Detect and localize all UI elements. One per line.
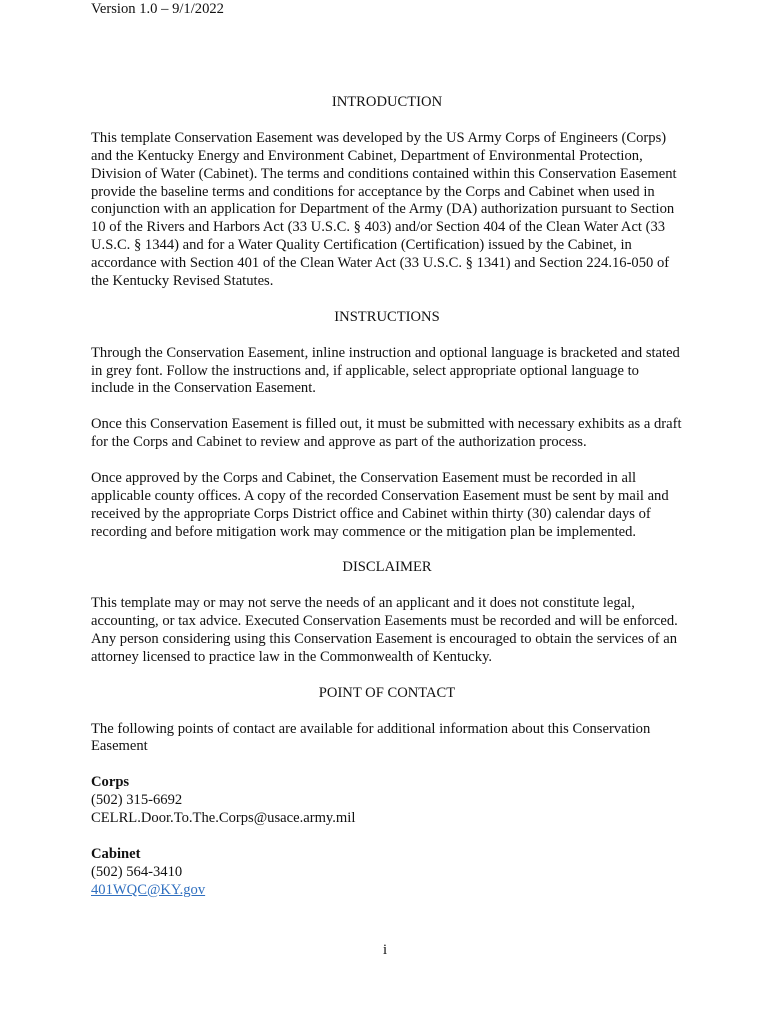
disclaimer-paragraph: This template may or may not serve the needs of an applicant and it does not constitute legal, accounting, or tax advice. Executed Conservation Easements must be recorded and will be enforced. Any person considering using this Conservation Easement is encouraged to obtain the services of an attorney licensed to practice law in the Commonwealth of Kentucky. xyxy=(91,595,678,665)
corps-phone: (502) 315-6692 xyxy=(91,792,183,809)
corps-email: CELRL.Door.To.The.Corps@usace.army.mil xyxy=(91,810,356,827)
cabinet-email-link[interactable]: 401WQC@KY.gov xyxy=(91,881,206,898)
contact-intro: The following points of contact are available for additional information about this Conservation Easement xyxy=(91,720,651,755)
page-number: i xyxy=(382,942,388,958)
instructions-paragraph-1: Through the Conservation Easement, inline instruction and optional language is bracketed and stated in grey font. Follow the instructions and, if applicable, select appropriate optional language to include in the Conservation Easement. xyxy=(91,344,680,397)
document-body xyxy=(91,94,683,900)
introduction-paragraph: This template Conservation Easement was developed by the US Army Corps of Engineers (Corps) and the Kentucky Energy and Environment Cabinet, Department of Environmental Protection, Division of Water (Cabinet). The terms and conditions contained within this Conservation Easement provide the baseline terms and conditions for acceptance by the Corps and Cabinet when used in conjunction with an application for Department of the Army (DA) authorization pursuant to Section 10 of the Rivers and Harbors Act (33 U.S.C. § 403) and/or Section 404 of the Clean Water Act (33 U.S.C. § 1344) and for a Water Quality Certification (Certification) issued by the Cabinet, in accordance with Section 401 of the Clean Water Act (33 U.S.C. § 1341) and Section 224.16-050 of the Kentucky Revised Statutes. xyxy=(91,129,677,290)
contact-heading: POINT OF CONTACT xyxy=(318,684,456,701)
cabinet-name: Cabinet xyxy=(91,845,141,862)
corps-name: Corps xyxy=(91,774,130,791)
introduction-heading: INTRODUCTION xyxy=(331,94,443,110)
corps-contact-block xyxy=(91,774,683,828)
cabinet-phone: (502) 564-3410 xyxy=(91,863,183,880)
instructions-paragraph-3: Once approved by the Corps and Cabinet, the Conservation Easement must be recorded in all applicable county offices. A copy of the recorded Conservation Easement must be sent by mail and received by the appropriate Corps District office and Cabinet within thirty (30) calendar days of recording and before mitigation work may commence or the mitigation plan be implemented. xyxy=(91,469,669,540)
instructions-paragraph-2: Once this Conservation Easement is filled out, it must be submitted with necessary exhibits as a draft for the Corps and Cabinet to review and approve as part of the authorization process. xyxy=(91,416,682,451)
disclaimer-heading: DISCLAIMER xyxy=(342,559,432,576)
cabinet-contact-block xyxy=(91,846,683,900)
version-header: Version 1.0 – 9/1/2022 xyxy=(91,1,224,17)
instructions-heading: INSTRUCTIONS xyxy=(334,308,440,325)
